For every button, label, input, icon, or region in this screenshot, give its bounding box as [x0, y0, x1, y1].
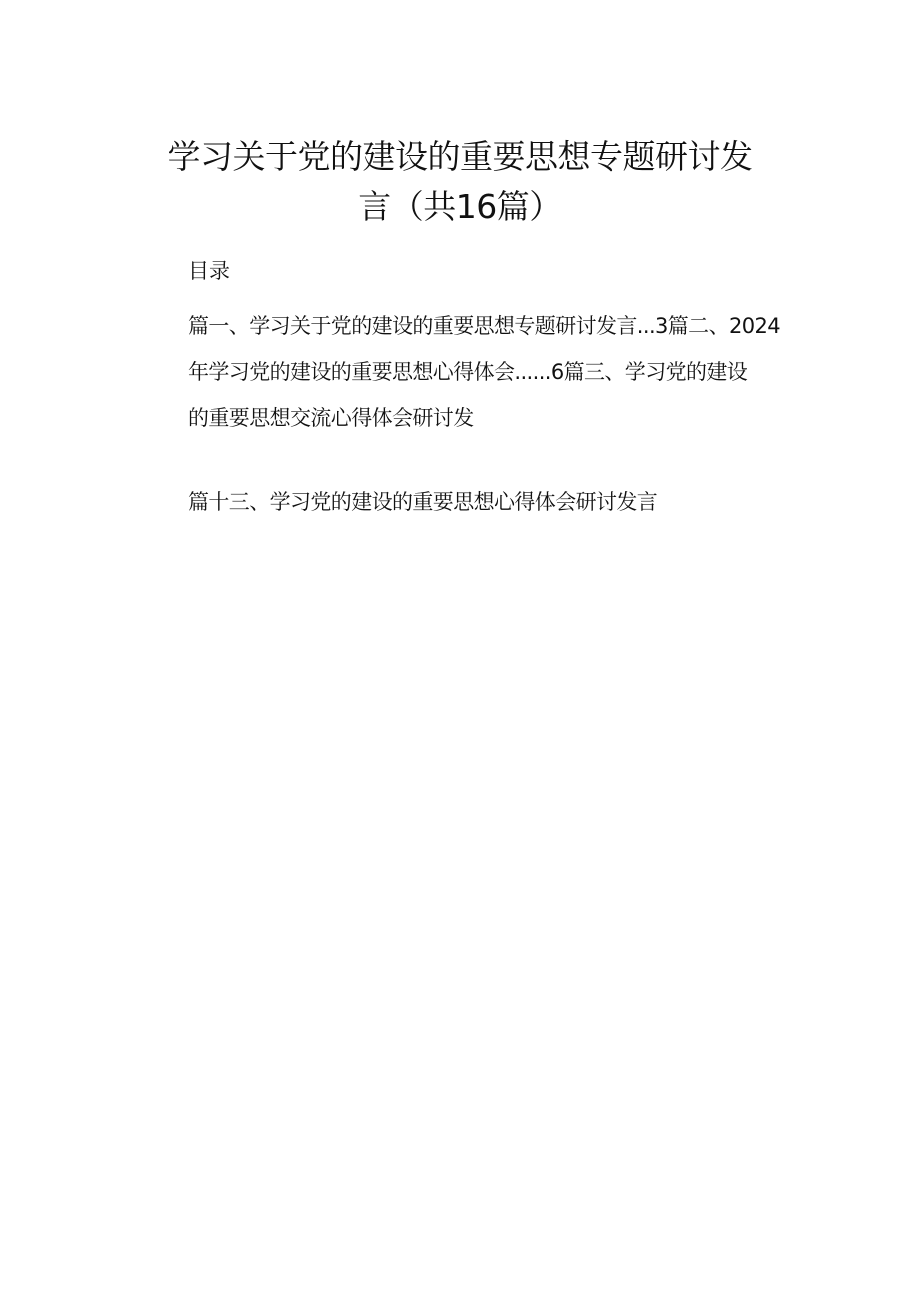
title-line-2: 言（共16篇） [358, 187, 562, 226]
toc-list [188, 303, 788, 441]
toc-line-1: 篇一、学习关于党的建设的重要思想专题研讨发言...3篇二、2024 [188, 314, 781, 338]
toc-line-3: 的重要思想交流心得体会研讨发 [188, 406, 474, 430]
toc-heading: 目录 [188, 259, 230, 283]
toc-line-2: 年学习党的建设的重要思想心得体会......6篇三、学习党的建设 [188, 360, 748, 384]
title-line-1: 学习关于党的建设的重要思想专题研讨发 [167, 137, 753, 176]
toc-entry-thirteen: 篇十三、学习党的建设的重要思想心得体会研讨发言 [188, 490, 658, 514]
document-title [150, 132, 770, 232]
